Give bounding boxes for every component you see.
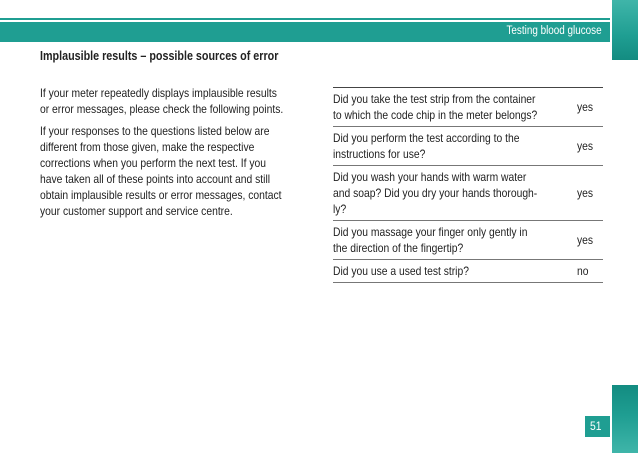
checklist-question: Did you use a used test strip?	[333, 264, 469, 278]
checklist-answer: yes	[577, 139, 594, 153]
checklist-answer: yes	[577, 233, 594, 247]
checklist-question: Did you massage your finger only gently in the direction of the fingertip?	[333, 225, 528, 255]
checklist-answer: yes	[577, 186, 594, 200]
side-tab-bottom	[612, 385, 638, 453]
checklist-question: Did you wash your hands with warm water and soap? Did you dry your hands thorough- ly?	[333, 170, 538, 216]
checklist-row	[333, 260, 603, 283]
page-number: 51	[590, 419, 602, 433]
header-accent-line	[0, 18, 610, 20]
intro-paragraph: If your responses to the questions listed below are different from those given, make the respective corrections when you perform the next test. If you have taken all of these points into account and still obtain implausible results or error messages, contact your customer support and service centre.	[40, 124, 282, 218]
checklist-row	[333, 88, 603, 127]
intro-text	[40, 85, 360, 225]
checklist-answer: yes	[577, 100, 594, 114]
side-tab-top	[612, 0, 638, 60]
checklist-row	[333, 166, 603, 221]
checklist-row	[333, 221, 603, 260]
section-title: Implausible results – possible sources of error	[40, 49, 279, 63]
header-title: Testing blood glucose	[506, 25, 602, 37]
checklist-table	[333, 87, 603, 283]
checklist-answer: no	[577, 264, 589, 278]
checklist-question: Did you perform the test according to the instructions for use?	[333, 131, 520, 161]
intro-paragraph: If your meter repeatedly displays implausible results or error messages, please check the following points.	[40, 86, 284, 116]
checklist-row	[333, 127, 603, 166]
checklist-question: Did you take the test strip from the container to which the code chip in the meter belongs?	[333, 92, 538, 122]
